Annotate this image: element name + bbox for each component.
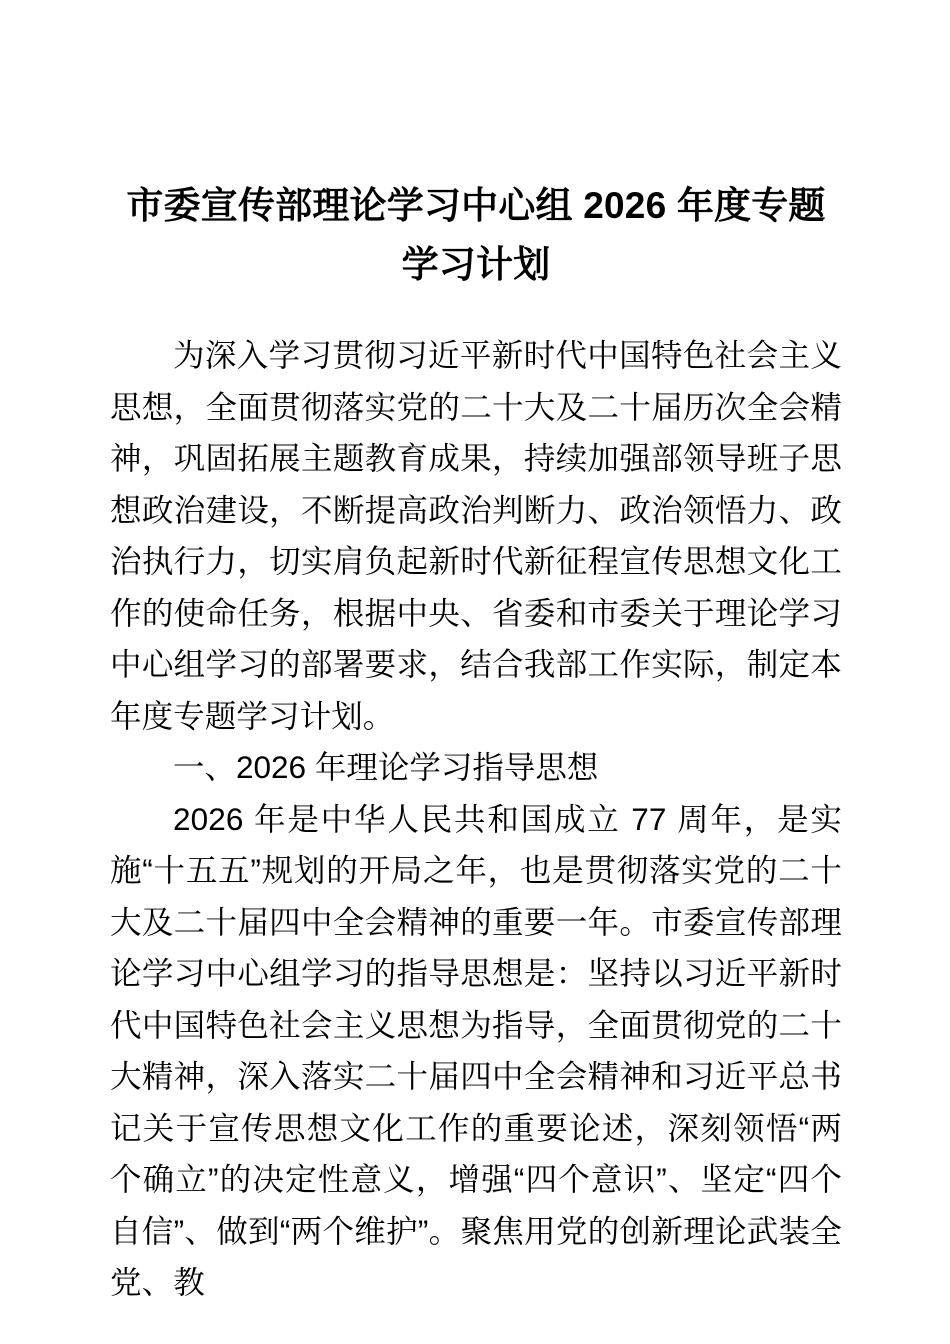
paragraph-section-1-body: 2026 年是中华人民共和国成立 77 周年，是实施“十五五”规划的开局之年，也是贯彻落实党的二十大及二十届四中全会精神的重要一年。市委宣传部理论学习中心组学习的指导思想是：坚持以习近平新时代中国特色社会主义思想为指导，全面贯彻党的二十大精神，深入落实二十届四中全会精神和习近平总书记关于宣传思想文化工作的重要论述，深刻领悟“两个确立”的决定性意义，增强“四个意识”、坚定“四个自信”、做到“两个维护”。聚焦用党的创新理论武装全党、教 [110, 800, 842, 1300]
page-title-line-2: 学习计划 [401, 244, 551, 285]
document-body [110, 0, 842, 1309]
paragraph-preamble: 为深入学习贯彻习近平新时代中国特色社会主义思想，全面贯彻落实党的二十大及二十届历次全会精神，巩固拓展主题教育成果，持续加强部领导班子思想政治建设，不断提高政治判断力、政治领悟力、政治执行力，切实肩负起新时代新征程宣传思想文化工作的使命任务，根据中央、省委和市委关于理论学习中心组学习的部署要求，结合我部工作实际，制定本年度专题学习计划。 [110, 337, 842, 734]
page-title [110, 0, 842, 294]
page-title-line-1: 市委宣传部理论学习中心组 2026 年度专题 [126, 185, 826, 226]
section-heading-1: 一、2026 年理论学习指导思想 [173, 749, 599, 785]
